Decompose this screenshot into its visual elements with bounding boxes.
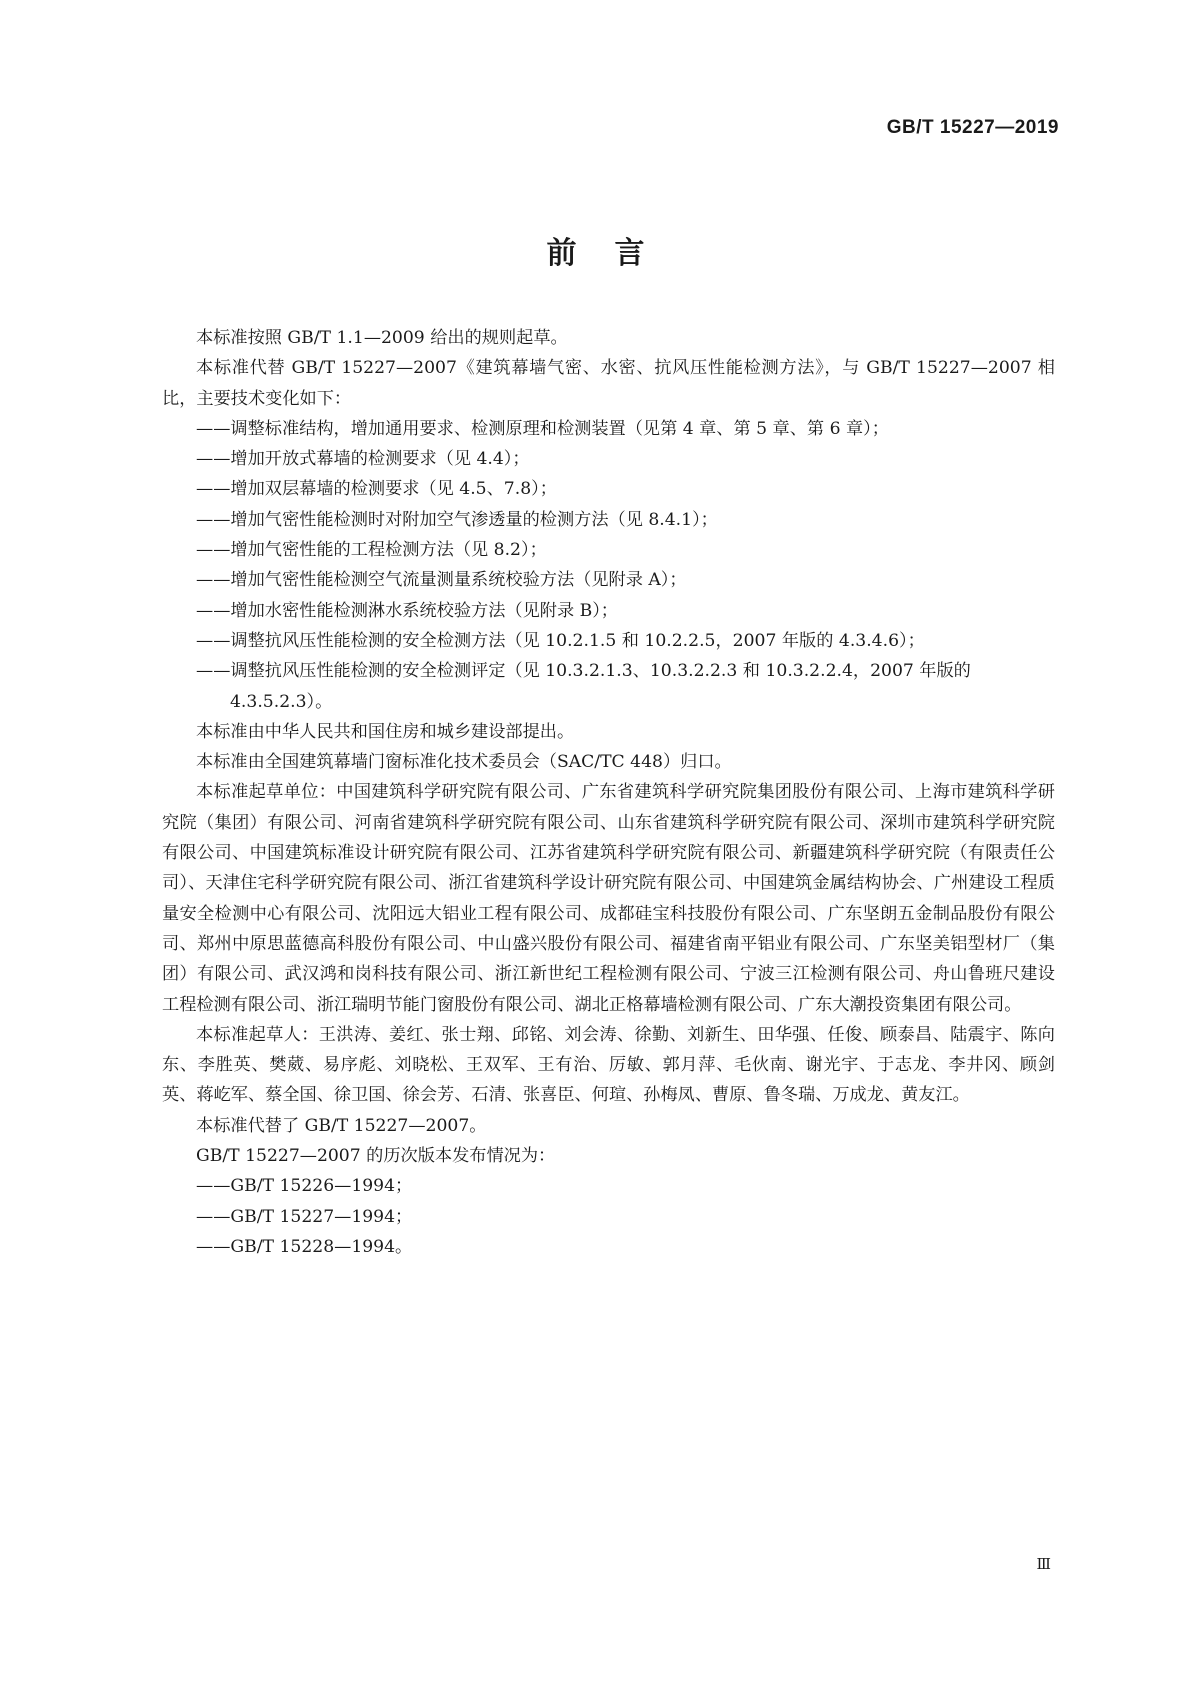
history-item: ——GB/T 15227—1994； [196, 1206, 413, 1227]
foreword-body [162, 323, 1055, 1262]
change-item: ——调整抗风压性能检测的安全检测评定（见 10.3.2.1.3、10.3.2.2.3 和 10.3.2.2.4，2007 年版的 [196, 661, 971, 682]
change-item: ——调整标准结构，增加通用要求、检测原理和检测装置（见第 4 章、第 5 章、第 6 章）； [196, 418, 889, 439]
change-item: ——增加双层幕墙的检测要求（见 4.5、7.8）； [196, 479, 557, 500]
paragraph-drafting-units: 本标准起草单位：中国建筑科学研究院有限公司、广东省建筑科学研究院集团股份有限公司、上海市建筑科学研究院（集团）有限公司、河南省建筑科学研究院有限公司、山东省建筑科学研究院有限公司、深圳市建筑科学研究院有限公司、中国建筑标准设计研究院有限公司、江苏省建筑科学研究院有限公司、新疆建筑科学研究院（有限责任公司）、天津住宅科学研究院有限公司、浙江省建筑科学设计研究院有限公司、中国建筑金属结构协会、广州建设工程质量安全检测中心有限公司、沈阳远大铝业工程有限公司、成都硅宝科技股份有限公司、广东坚朗五金制品股份有限公司、郑州中原思蓝德高科股份有限公司、中山盛兴股份有限公司、福建省南平铝业有限公司、广东坚美铝型材厂（集团）有限公司、武汉鸿和岗科技有限公司、浙江新世纪工程检测有限公司、宁波三江检测有限公司、舟山鲁班尺建设工程检测有限公司、浙江瑞明节能门窗股份有限公司、湖北正格幕墙检测有限公司、广东大潮投资集团有限公司。 [162, 782, 1055, 1015]
paragraph-drafting-rules: 本标准按照 GB/T 1.1—2009 给出的规则起草。 [196, 328, 568, 348]
history-item: ——GB/T 15228—1994。 [196, 1236, 413, 1257]
change-item: ——调整抗风压性能检测的安全检测方法（见 10.2.1.5 和 10.2.2.5，2007 年版的 4.3.4.6）； [196, 630, 925, 651]
paragraph-replacement: 本标准代替 GB/T 15227—2007《建筑幕墙气密、水密、抗风压性能检测方法》，与 GB/T 15227—2007 相比，主要技术变化如下： [162, 358, 1055, 409]
change-item: ——增加气密性能检测时对附加空气渗透量的检测方法（见 8.4.1）； [196, 509, 718, 530]
change-item: ——增加气密性能检测空气流量测量系统校验方法（见附录 A）； [196, 570, 687, 591]
page-number: Ⅲ [1036, 1555, 1051, 1573]
standard-code: GB/T 15227—2019 [886, 117, 1059, 138]
paragraph-proposer: 本标准由中华人民共和国住房和城乡建设部提出。 [196, 721, 575, 742]
paragraph-history-intro: GB/T 15227—2007 的历次版本发布情况为： [196, 1146, 556, 1167]
change-item: ——增加开放式幕墙的检测要求（见 4.4）； [196, 449, 530, 470]
history-item: ——GB/T 15226—1994； [196, 1176, 413, 1197]
paragraph-drafters: 本标准起草人：王洪涛、姜红、张士翔、邱铭、刘会涛、徐勤、刘新生、田华强、任俊、顾泰昌、陆震宇、陈向东、李胜英、樊葳、易序彪、刘晓松、王双军、王有治、厉敏、郭月萍、毛伙南、谢光宇、于志龙、李井冈、顾剑英、蒋屹军、蔡全国、徐卫国、徐会芳、石清、张喜臣、何瑄、孙梅凤、曹原、鲁冬瑞、万成龙、黄友江。 [162, 1024, 1055, 1106]
change-item-continuation: 4.3.5.2.3）。 [230, 691, 333, 712]
page-title: 前言 [546, 236, 683, 271]
change-item: ——增加气密性能的工程检测方法（见 8.2）； [196, 540, 547, 561]
paragraph-committee: 本标准由全国建筑幕墙门窗标准化技术委员会（SAC/TC 448）归口。 [196, 752, 732, 773]
change-item: ——增加水密性能检测淋水系统校验方法（见附录 B）； [196, 600, 618, 621]
paragraph-supersedes: 本标准代替了 GB/T 15227—2007。 [196, 1115, 487, 1136]
